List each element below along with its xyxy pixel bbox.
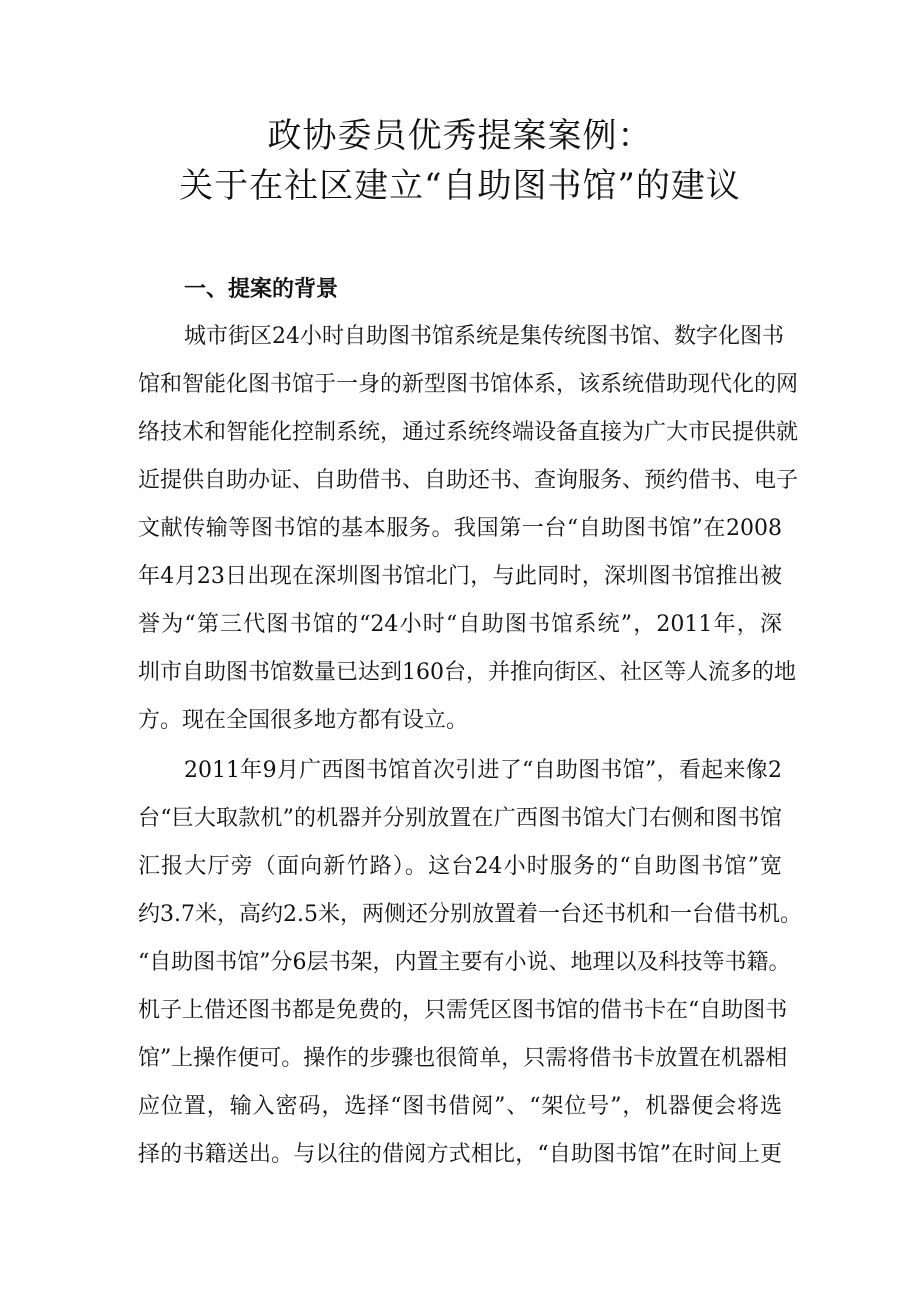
paragraph-1-line-2: 馆和智能化图书馆于一身的新型图书馆体系，该系统借助现代化的网 xyxy=(138,372,799,397)
paragraph-2-line-6: 机子上借还图书都是免费的，只需凭区图书馆的借书卡在“自助图书 xyxy=(138,998,788,1023)
paragraph-1-line-8: 圳市自助图书馆数量已达到160台，并推向街区、社区等人流多的地 xyxy=(138,660,796,685)
paragraph-2-line-3: 汇报大厅旁（面向新竹路）。这台24小时服务的“自助图书馆”宽 xyxy=(138,854,782,879)
paragraph-1-line-3: 络技术和智能化控制系统，通过系统终端设备直接为广大市民提供就 xyxy=(138,420,799,445)
section-heading: 一、提案的背景 xyxy=(184,277,339,302)
paragraph-1-line-1: 城市街区24小时自助图书馆系统是集传统图书馆、数字化图书 xyxy=(184,324,784,349)
paragraph-1-line-9: 方。现在全国很多地方都有设立。 xyxy=(138,708,469,733)
paragraph-1-line-6: 年4月23日出现在深圳图书馆北门，与此同时，深圳图书馆推出被 xyxy=(138,564,782,589)
document-title-line-2: 关于在社区建立“自助图书馆”的建议 xyxy=(179,166,741,206)
paragraph-2-line-9: 择的书籍送出。与以往的借阅方式相比，“自助图书馆”在时间上更 xyxy=(138,1142,782,1167)
paragraph-2-line-8: 应位置，输入密码，选择“图书借阅”、“架位号”，机器便会将选 xyxy=(138,1094,782,1119)
paragraph-2-line-4: 约3.7米，高约2.5米，两侧还分别放置着一台还书机和一台借书机。 xyxy=(138,902,802,927)
paragraph-2-line-7: 馆”上操作便可。操作的步骤也很简单，只需将借书卡放置在机器相 xyxy=(138,1046,788,1071)
document-title-line-1: 政协委员优秀提案案例： xyxy=(267,116,653,156)
paragraph-1-line-4: 近提供自助办证、自助借书、自助还书、查询服务、预约借书、电子 xyxy=(138,468,799,493)
paragraph-2-line-1: 2011年9月广西图书馆首次引进了“自助图书馆”，看起来像2 xyxy=(184,758,782,783)
paragraph-2-line-5: “自助图书馆”分6层书架，内置主要有小说、地理以及科技等书籍。 xyxy=(138,950,791,975)
paragraph-1-line-7: 誉为“第三代图书馆的“24小时“自助图书馆系统”，2011年，深 xyxy=(138,612,782,637)
paragraph-1-line-5: 文献传输等图书馆的基本服务。我国第一台“自助图书馆”在2008 xyxy=(138,516,782,541)
paragraph-2-line-2: 台“巨大取款机”的机器并分别放置在广西图书馆大门右侧和图书馆 xyxy=(138,806,782,831)
